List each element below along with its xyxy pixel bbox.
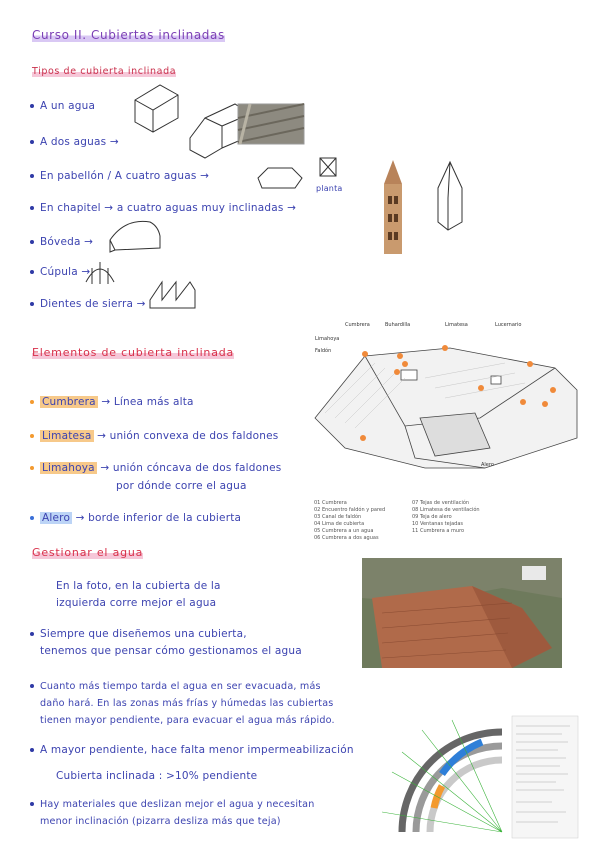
label-buhardilla: Buhardilla (385, 322, 411, 328)
bullet-materiales: Hay materiales que deslizan mejor el agua y necesitan menor inclinación (pizarra desliza más que teja) (30, 796, 315, 830)
label-alero: Alero (481, 462, 494, 468)
list-item: Bóveda → (30, 236, 93, 248)
diagram-legend-right: 07 Tejas de ventilación 08 Limatesa de ventilación 09 Teja de alero 10 Ventanas tejadas 11 Cumbrera a muro (412, 500, 480, 534)
list-item: Alero → borde inferior de la cubierta (30, 512, 241, 524)
bullet-gestionar: Siempre que diseñemos una cubierta, tenemos que pensar cómo gestionamos el agua (30, 626, 302, 660)
aerial-roof-photo (362, 558, 562, 668)
section-heading-tipos: Tipos de cubierta inclinada (32, 66, 177, 77)
diagram-legend-left: 01 Cumbrera 02 Encuentro faldón y pared 03 Canal de faldón 04 Lima de cubierta 05 Cumbrera a un agua 06 Cumbrera a dos aguas (314, 500, 386, 541)
list-item: Limahoya → unión cóncava de dos faldones (30, 462, 281, 474)
list-item: En chapitel → a cuatro aguas muy inclinadas → (30, 202, 296, 214)
section-heading-agua: Gestionar el agua (32, 546, 144, 559)
label-limahoya: Limahoya (315, 336, 340, 342)
list-item: Cúpula → (30, 266, 90, 278)
roof-elements-diagram (305, 318, 590, 498)
label-faldon: Faldón (315, 348, 332, 354)
tower-photo (370, 158, 416, 254)
label-limatesa: Limatesa (445, 322, 468, 328)
label-lucernario: Lucernario (495, 322, 522, 328)
list-item-continuation: por dónde corre el agua (116, 480, 247, 492)
section-heading-elementos: Elementos de cubierta inclinada (32, 346, 235, 359)
bullet-pendiente: A mayor pendiente, hace falta menor impermeabilización (30, 744, 354, 756)
page-title: Curso II. Cubiertas inclinadas (32, 28, 225, 42)
list-item: A un agua (30, 100, 95, 112)
label-cumbrera: Cumbrera (345, 322, 370, 328)
list-item: Cumbrera → Línea más alta (30, 396, 194, 408)
slope-chart-figure (382, 712, 582, 842)
roof-sketches (0, 0, 601, 330)
list-item: Limatesa → unión convexa de dos faldones (30, 430, 278, 442)
bullet-tiempo: Cuanto más tiempo tarda el agua en ser evacuada, más daño hará. En las zonas más frías y húmedas las cubiertas tienen mayor pendiente, para evacuar el agua más rápido. (30, 678, 335, 729)
list-item: Dientes de sierra → (30, 298, 146, 310)
planta-note: planta (316, 184, 343, 193)
list-item: En pabellón / A cuatro aguas → (30, 170, 209, 182)
list-item: A dos aguas → (30, 136, 119, 148)
intro-text: En la foto, en la cubierta de la izquierda corre mejor el agua (56, 580, 221, 609)
formula: Cubierta inclinada : >10% pendiente (56, 770, 258, 782)
roof-photo (238, 104, 304, 144)
